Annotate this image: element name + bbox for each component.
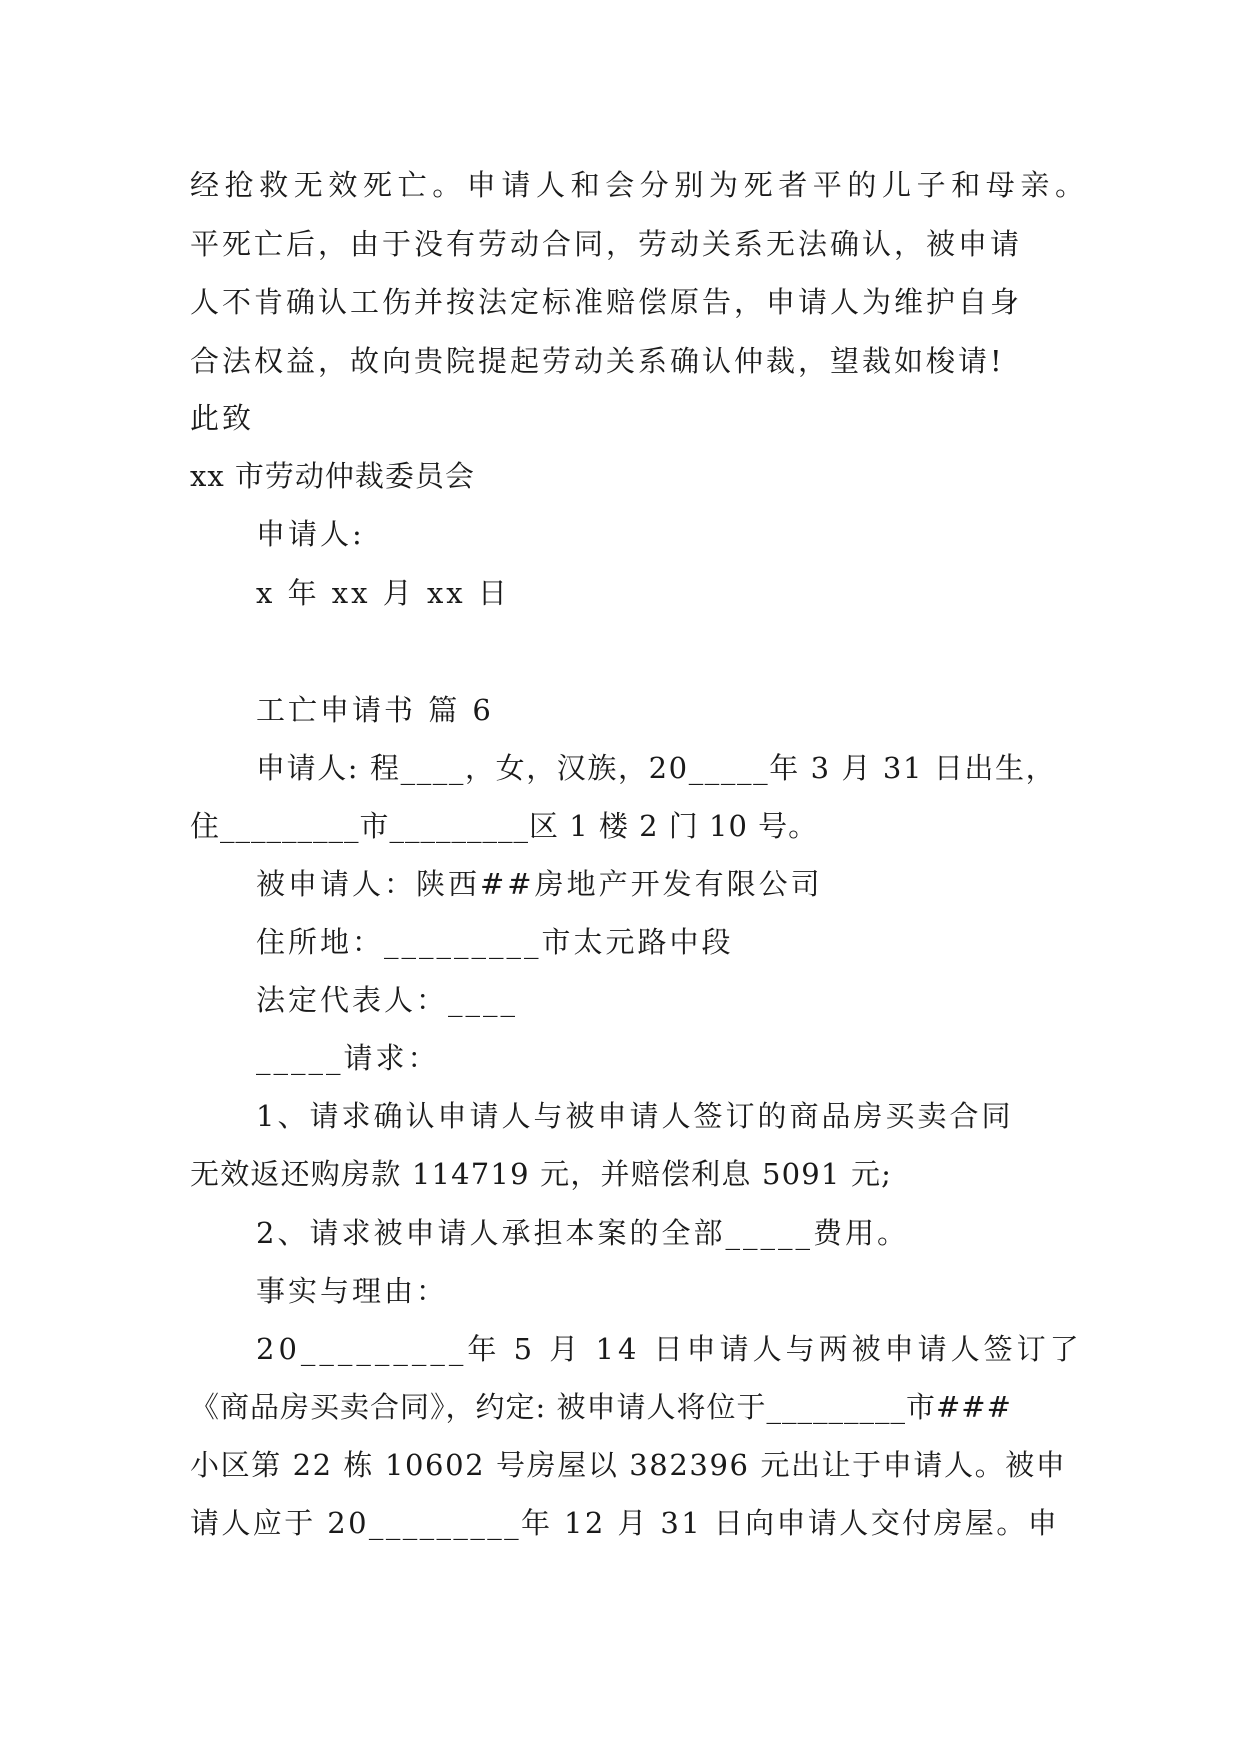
body-text-line: 1、请求确认申请人与被申请人签订的商品房买卖合同 xyxy=(256,1099,1014,1133)
body-text-line: 2、请求被申请人承担本案的全部_____费用。 xyxy=(256,1216,909,1250)
body-text-line: 住所地：_________市太元路中段 xyxy=(256,925,734,959)
body-text-line: 平死亡后，由于没有劳动合同，劳动关系无法确认，被申请 xyxy=(190,227,1023,261)
body-text-line: 住_________市_________区 1 楼 2 门 10 号。 xyxy=(190,809,819,843)
body-text-line: 合法权益，故向贵院提起劳动关系确认仲裁，望裁如梭请! xyxy=(190,344,1005,378)
section-title: 工亡申请书 篇 6 xyxy=(256,693,494,727)
body-text-line: 事实与理由： xyxy=(256,1274,449,1308)
signature-applicant: 申请人: xyxy=(256,517,365,551)
body-text-line: 经抢救无效死亡。申请人和会分别为死者平的儿子和母亲。 xyxy=(190,168,1090,202)
body-text-line: 法定代表人：____ xyxy=(256,983,519,1017)
salutation: 此致 xyxy=(190,401,255,435)
body-text-line: 小区第 22 栋 10602 号房屋以 382396 元出让于申请人。被申 xyxy=(190,1448,1067,1482)
body-text-line: 20_________年 5 月 14 日申请人与两被申请人签订了 xyxy=(256,1332,1083,1366)
body-text-line: 请人应于 20_________年 12 月 31 日向申请人交付房屋。申 xyxy=(190,1506,1060,1540)
body-text-line: 无效返还购房款 114719 元，并赔偿利息 5091 元; xyxy=(190,1157,893,1191)
body-text-line: 申请人: 程____，女，汉族，20_____年 3 月 31 日出生， xyxy=(256,751,1057,785)
body-text-line: 人不肯确认工伤并按法定标准赔偿原告，申请人为维护自身 xyxy=(190,285,1023,319)
signature-date: x 年 xx 月 xx 日 xyxy=(256,576,510,610)
body-text-line: _____请求： xyxy=(256,1041,440,1075)
body-text-line: 《商品房买卖合同》，约定: 被申请人将位于_________市### xyxy=(190,1390,1012,1424)
recipient: xx 市劳动仲裁委员会 xyxy=(190,459,475,493)
body-text-line: 被申请人：陕西##房地产开发有限公司 xyxy=(256,867,823,901)
